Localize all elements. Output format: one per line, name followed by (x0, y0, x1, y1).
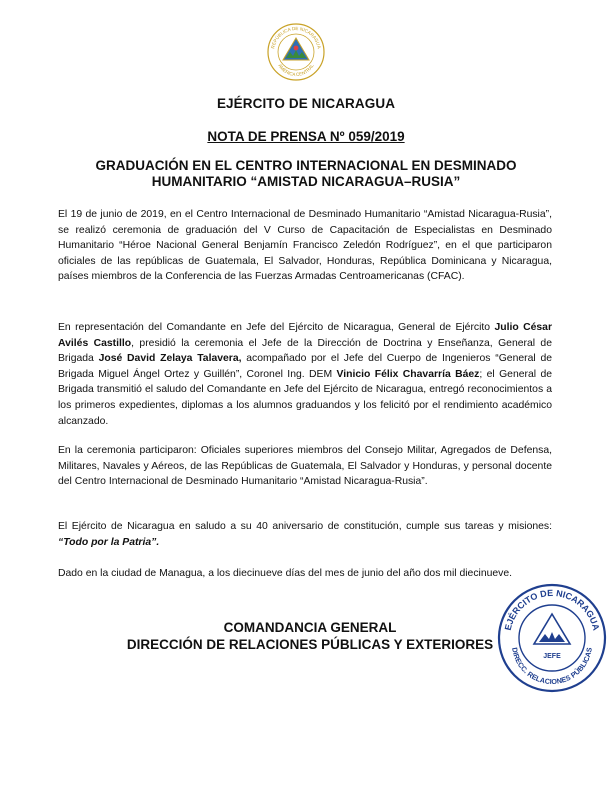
headline-line-2: HUMANITARIO “AMISTAD NICARAGUA–RUSIA” (151, 174, 461, 189)
crest-top-text: REPÚBLICA DE NICARAGUA (270, 25, 322, 50)
person-name-zelaya: José David Zelaya Talavera, (98, 353, 242, 365)
svg-text:EJÉRCITO DE NICARAGUA (503, 588, 602, 632)
paragraph-2 (58, 320, 552, 429)
paragraph-4-text: El Ejército de Nicaragua en saludo a su 40 aniversario de constitución, cumple sus tareas y misiones: (58, 521, 552, 532)
signature-line-2: DIRECCIÓN DE RELACIONES PÚBLICAS Y EXTERIORES (126, 637, 494, 652)
paragraph-2-text-b: , presidió la ceremonia el Jefe de la Dirección de Doctrina y Enseñanza, General de Brigada (58, 337, 552, 365)
press-note-number: NOTA DE PRENSA Nº 059/2019 (207, 129, 405, 144)
paragraph-3: En la ceremonia participaron: Oficiales superiores miembros del Consejo Militar, Agregados de Defensa, Militares, Navales y Aéreos, de las Repúblicas de Guatemala, El Salvador y Honduras, y personal docente del Centro Internacional de Desminado Humanitario “Amistad Nicaragua-Rusia”. (58, 445, 552, 488)
nicaragua-coat-of-arms-icon (266, 22, 326, 82)
person-name-aviles: Julio César Avilés Castillo (58, 322, 552, 349)
paragraph-5: Dado en la ciudad de Managua, a los diecinueve días del mes de junio del año dos mil diecinueve. (58, 568, 513, 579)
person-name-chavarria: Vinicio Félix Chavarría Báez (336, 368, 480, 380)
seal-bottom-text: DIRECC. RELACIONES PÚBLICAS (510, 646, 594, 687)
headline-line-1: GRADUACIÓN EN EL CENTRO INTERNACIONAL EN DESMINADO (95, 158, 517, 173)
official-seal-icon (496, 582, 608, 694)
paragraph-2-text-d: ; el General de Brigada transmitió el saludo del Comandante en Jefe del Ejército de Nicaragua, entregó reconocimientos a los primeros expedientes, diplomas a los alumnos graduandos y los felicitó por el rendimiento académico alcanzado. (58, 368, 552, 427)
paragraph-2-text-c: acompañado por el Jefe del Cuerpo de Ingenieros “General de Brigada Miguel Ángel Ortez y Guillén”, Coronel Ing. DEM (58, 353, 553, 380)
seal-center-text: JEFE (543, 653, 561, 660)
paragraph-1: El 19 de junio de 2019, en el Centro Internacional de Desminado Humanitario “Amistad Nicaragua-Rusia”, se realizó ceremonia de graduación del V Curso de Capacitación de Especialistas en Desminado Humanitario “Héroe Nacional General Benjamín Francisco Zeledón Rodríguez”, en el que participaron oficiales de las repúblicas de Guatemala, El Salvador, Honduras, República Dominicana y Nicaragua, países miembros de la Conferencia de las Fuerzas Armadas Centroamericanas (CFAC). (58, 209, 552, 283)
signature-line-1: COMANDANCIA GENERAL (223, 620, 397, 635)
motto-text: “Todo por la Patria”. (58, 536, 160, 548)
organization-heading: EJÉRCITO DE NICARAGUA (216, 96, 396, 111)
paragraph-2-text-a: En representación del Comandante en Jefe del Ejército de Nicaragua, General de Ejército (58, 322, 495, 333)
seal-top-text: EJÉRCITO DE NICARAGUA (502, 587, 602, 632)
paragraph-4 (58, 519, 552, 550)
press-release-headline (70, 158, 542, 190)
crest-bottom-text: AMÉRICA CENTRAL (277, 63, 315, 78)
